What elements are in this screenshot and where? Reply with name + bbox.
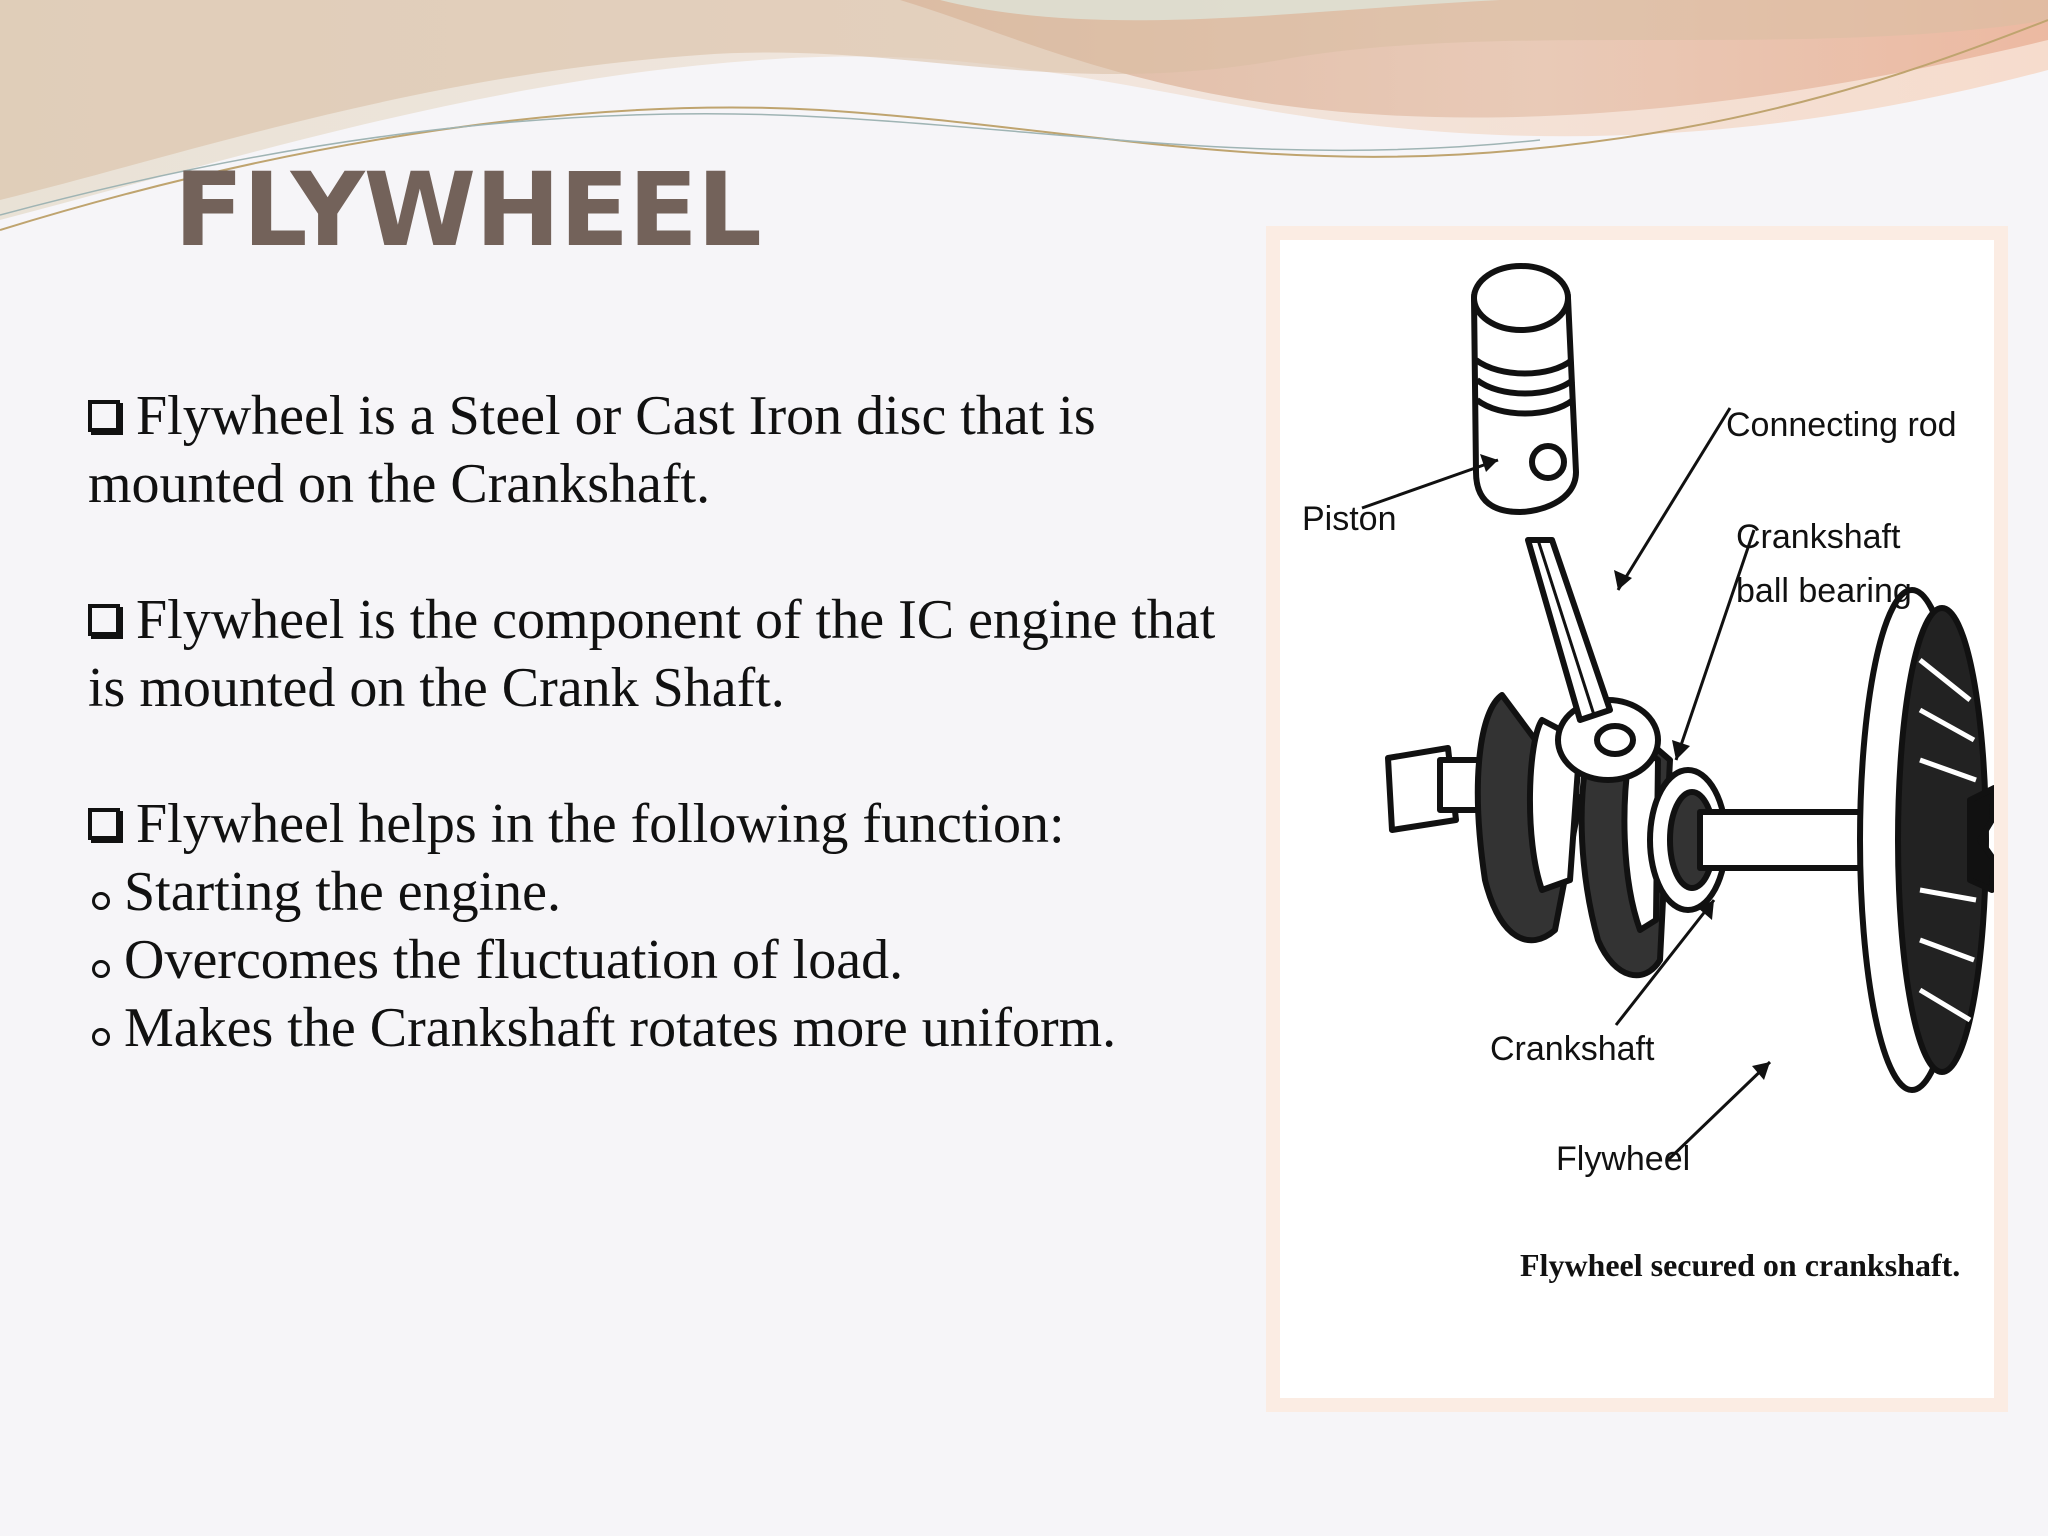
circle-bullet-icon bbox=[92, 892, 110, 910]
label-bearing-line2: ball bearing bbox=[1736, 572, 1912, 610]
page-title: FLYWHEEL bbox=[174, 151, 761, 270]
bullet-paragraph-2 bbox=[88, 586, 1218, 722]
figure-frame bbox=[1266, 226, 2008, 1412]
figure-caption: Flywheel secured on crankshaft. bbox=[1520, 1247, 1961, 1283]
bullet-paragraph-3 bbox=[88, 790, 1218, 858]
label-connecting-rod: Connecting rod bbox=[1726, 406, 1957, 444]
bullet-paragraph-1 bbox=[88, 382, 1218, 518]
checkbox-bullet-icon bbox=[88, 604, 120, 636]
function-item bbox=[88, 994, 1218, 1062]
checkbox-bullet-icon bbox=[88, 808, 120, 840]
label-bearing-line1: Crankshaft bbox=[1736, 518, 1901, 556]
label-crankshaft: Crankshaft bbox=[1490, 1030, 1655, 1068]
checkbox-bullet-icon bbox=[88, 400, 120, 432]
function-text: Overcomes the fluctuation of load. bbox=[124, 929, 904, 991]
content-text bbox=[88, 382, 1218, 1062]
function-item bbox=[88, 858, 1218, 926]
flywheel-figure bbox=[1280, 240, 1994, 1398]
paragraph-text: Flywheel is the component of the IC engine that is mounted on the Crank Shaft. bbox=[88, 589, 1216, 719]
paragraph-text: Flywheel is a Steel or Cast Iron disc that is mounted on the Crankshaft. bbox=[88, 385, 1096, 515]
label-flywheel: Flywheel bbox=[1556, 1140, 1691, 1178]
label-piston: Piston bbox=[1302, 500, 1397, 538]
function-text: Makes the Crankshaft rotates more uniform. bbox=[124, 997, 1117, 1059]
function-text: Starting the engine. bbox=[124, 861, 562, 923]
paragraph-text: Flywheel helps in the following function: bbox=[136, 793, 1065, 855]
circle-bullet-icon bbox=[92, 960, 110, 978]
flywheel-diagram bbox=[1280, 240, 1994, 1398]
function-item bbox=[88, 926, 1218, 994]
circle-bullet-icon bbox=[92, 1028, 110, 1046]
